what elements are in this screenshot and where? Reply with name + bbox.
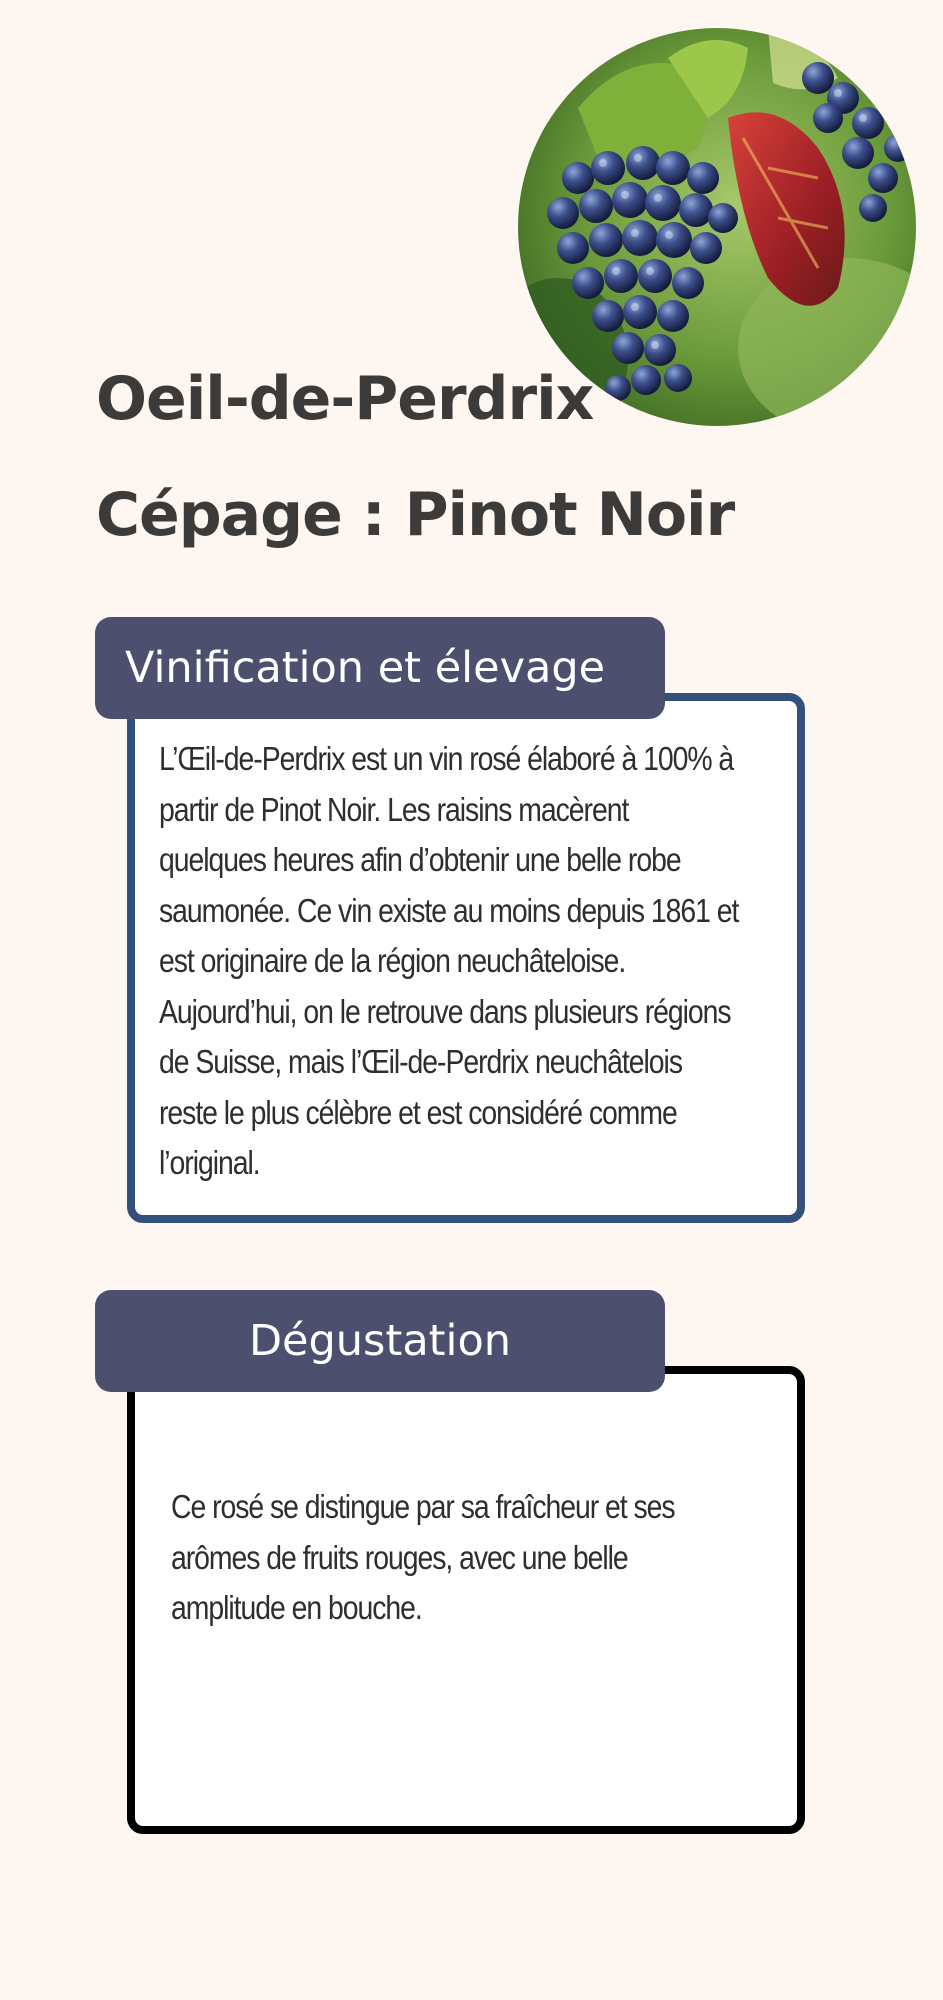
vinification-heading: Vinification et élevage (95, 617, 665, 719)
tasting-text: Ce rosé se distingue par sa fraîcheur et ses arômes de fruits rouges, avec une belle amplitude en bouche. (171, 1488, 675, 1626)
tasting-heading: Dégustation (95, 1290, 665, 1392)
grape-variety: Cépage : Pinot Noir (96, 480, 735, 550)
vinification-text: L’Œil-de-Perdrix est un vin rosé élaboré à 100% à partir de Pinot Noir. Les raisins macèrent quelques heures afin d’obtenir une belle robe saumonée. Ce vin existe au moins depuis 1861 et est originaire de la région neuchâteloise. Aujourd’hui, on le retrouve dans plusieurs régions de Suisse, mais l’Œil-de-Perdrix neuchâtelois reste le plus célèbre et est considéré comme l’original. (159, 740, 739, 1181)
wine-name: Oeil-de-Perdrix (96, 364, 594, 434)
